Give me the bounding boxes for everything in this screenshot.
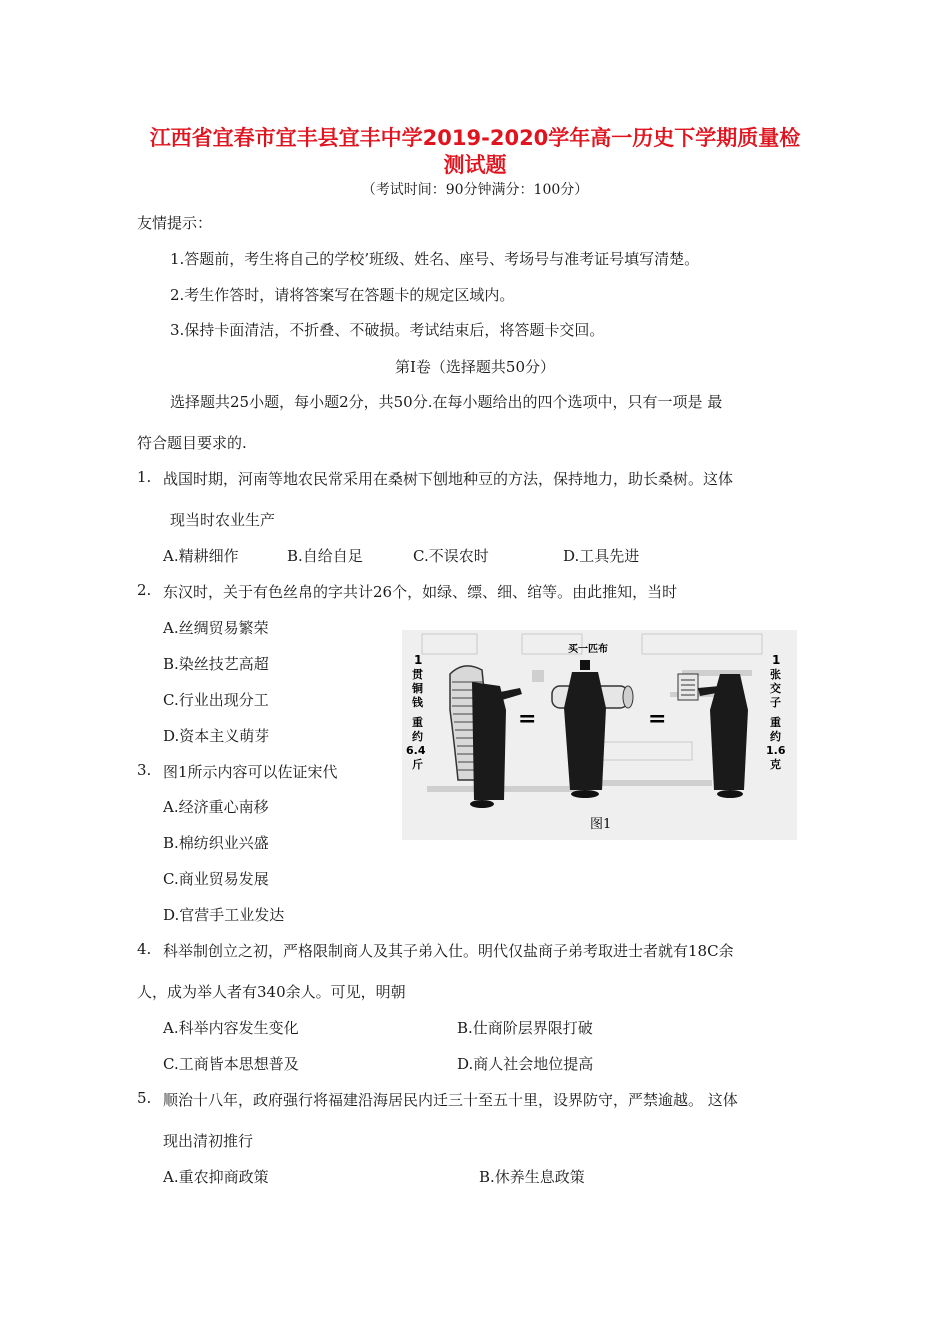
- question-number: 2.: [137, 581, 152, 599]
- figure-left-label-5: 重: [412, 716, 423, 729]
- option[interactable]: D.工具先进: [563, 547, 640, 565]
- page-title: 江西省宜春市宜丰县宜丰中学2019-2020学年高一历史下学期质量检: [149, 126, 801, 150]
- tip-item: 1.答题前，考生将自己的学校’班级、姓名、座号、考场号与准考证号填写清楚。: [170, 250, 700, 268]
- option[interactable]: A.重农抑商政策: [163, 1168, 269, 1186]
- figure-center-label: 买一匹布: [568, 644, 608, 655]
- figure-left-label-7: 6.4: [406, 744, 426, 757]
- option[interactable]: A.丝绸贸易繁荣: [163, 619, 269, 637]
- exam-time: （考试时间：90分钟满分：100分）: [361, 182, 589, 198]
- section-intro-cont: 符合题目要求的.: [137, 434, 247, 452]
- question-stem: 顺治十八年，政府强行将福建沿海居民内迁三十至五十里，设界防守，严禁逾越。 这体: [163, 1091, 738, 1109]
- figure-left-label-3: 铜: [412, 682, 423, 695]
- option[interactable]: B.自给自足: [287, 547, 363, 565]
- option[interactable]: A.精耕细作: [163, 547, 239, 565]
- figure-right-label-4: 子: [770, 696, 781, 709]
- jiaozi-bearer-figure: [678, 674, 748, 798]
- figure-right-label-3: 交: [770, 682, 781, 695]
- figure-right-label-8: 克: [770, 758, 781, 771]
- figure-left-label-1: 1: [414, 653, 423, 667]
- figure-1: [402, 630, 797, 840]
- cloth-bearer-figure: [552, 660, 633, 798]
- option[interactable]: B.仕商阶层界限打破: [457, 1019, 593, 1037]
- question-stem-cont: 人，成为举人者有340余人。可见，明朝: [137, 983, 406, 1001]
- tip-item: 2.考生作答时，请将答案写在答题卡的规定区域内。: [170, 286, 515, 304]
- figure-right-label-1: 1: [772, 653, 781, 667]
- option[interactable]: D.资本主义萌芽: [163, 727, 270, 745]
- figure-left-label-8: 斤: [412, 758, 423, 771]
- option[interactable]: B.休养生息政策: [479, 1168, 585, 1186]
- page-title-line2: 测试题: [443, 153, 507, 177]
- option[interactable]: D.商人社会地位提高: [457, 1055, 594, 1073]
- figure-left-label-2: 贯: [412, 668, 423, 681]
- question-stem: 科举制创立之初，严格限制商人及其子弟入仕。明代仅盐商子弟考取进士者就有18C余: [163, 942, 734, 960]
- option[interactable]: B.棉纺织业兴盛: [163, 834, 269, 852]
- option[interactable]: D.官营手工业发达: [163, 906, 285, 924]
- figure-right-label-5: 重: [770, 716, 781, 729]
- figure-right-label-7: 1.6: [766, 744, 786, 757]
- question-stem: 图1所示内容可以佐证宋代: [163, 763, 338, 781]
- option[interactable]: C.商业贸易发展: [163, 870, 269, 888]
- option[interactable]: A.经济重心南移: [163, 798, 269, 816]
- figure-equals: =: [518, 706, 537, 732]
- question-number: 3.: [137, 761, 152, 779]
- question-number: 4.: [137, 940, 152, 958]
- option[interactable]: C.不误农时: [413, 547, 489, 565]
- figure-right-label-6: 约: [770, 730, 781, 743]
- option[interactable]: C.行业出现分工: [163, 691, 269, 709]
- option[interactable]: B.染丝技艺高超: [163, 655, 269, 673]
- question-number: 1.: [137, 468, 152, 486]
- figure-left-label-4: 钱: [412, 696, 423, 709]
- tips-heading: 友情提示：: [137, 214, 213, 232]
- figure-left-label-6: 约: [412, 730, 423, 743]
- question-stem-cont: 现出清初推行: [163, 1132, 254, 1150]
- question-stem: 战国时期，河南等地农民常采用在桑树下刨地种豆的方法，保持地力，助长桑树。这体: [163, 470, 734, 488]
- option[interactable]: C.工商皆本思想普及: [163, 1055, 299, 1073]
- figure-right-label-2: 张: [770, 668, 781, 681]
- option[interactable]: A.科举内容发生变化: [163, 1019, 299, 1037]
- question-stem: 东汉时，关于有色丝帛的字共计26个，如绿、缥、细、绾等。由此推知，当时: [163, 583, 678, 601]
- section-title: 第Ⅰ卷（选择题共50分）: [394, 358, 555, 376]
- figure-caption: 图1: [590, 817, 612, 832]
- question-stem-cont: 现当时农业生产: [170, 511, 276, 529]
- tip-item: 3.保持卡面清洁，不折叠、不破损。考试结束后，将答题卡交回。: [170, 321, 605, 339]
- question-number: 5.: [137, 1089, 152, 1107]
- figure-equals: =: [648, 706, 667, 732]
- section-intro: 选择题共25小题，每小题2分，共50分.在每小题给出的四个选项中，只有一项是 最: [170, 393, 723, 411]
